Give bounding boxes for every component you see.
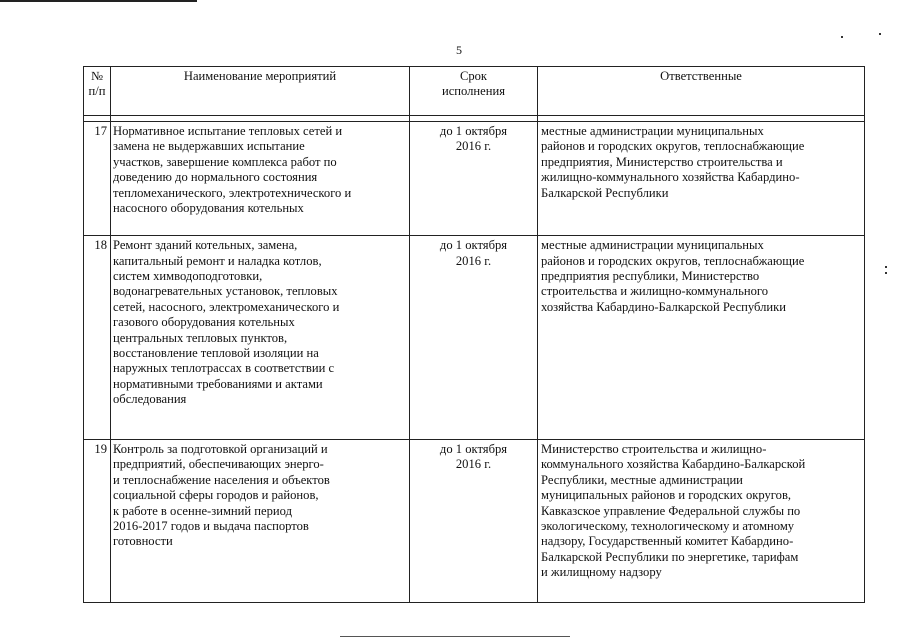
measure-name [111, 122, 410, 236]
text-line: наружных теплотрассах в соответствии с [113, 361, 335, 376]
scan-speck [885, 272, 887, 274]
deadline [410, 236, 538, 440]
responsible [538, 122, 865, 236]
text-line: Кавказское управление Федеральной службы по [541, 503, 801, 518]
header-responsible [538, 67, 865, 116]
header-number [84, 67, 111, 116]
responsible [538, 439, 865, 602]
scan-speck [885, 266, 887, 268]
text-line: социальной сферы городов и районов, [113, 488, 319, 503]
text-line: Нормативное испытание тепловых сетей и [113, 124, 343, 139]
text-line: газового оборудования котельных [113, 315, 295, 330]
text-line: насосного оборудования котельных [113, 201, 304, 216]
top-edge-rule [0, 0, 197, 2]
text-line: местные администрации муниципальных [541, 238, 764, 253]
header-measure-name [111, 67, 410, 116]
text-line: нормативными требованиями и актами [113, 376, 323, 391]
text-line: восстановление тепловой изоляции на [113, 345, 319, 360]
text-line: экологическому, технологическому и атомному [541, 518, 795, 533]
deadline [410, 439, 538, 602]
text-line: местные администрации муниципальных [541, 124, 764, 139]
text-line: центральных тепловых пунктов, [113, 330, 288, 345]
text-line: до 1 октября [439, 124, 508, 139]
measure-name [111, 439, 410, 602]
measure-name [111, 236, 410, 440]
table-header-row [84, 67, 865, 116]
text-line: 2016-2017 годов и выдача паспортов [113, 518, 309, 533]
row-number: 19 [84, 439, 111, 602]
text-line: коммунального хозяйства Кабардино-Балкарской [541, 457, 806, 472]
text-line: строительства и жилищно-коммунального [541, 284, 769, 299]
text-line: предприятия, Министерство строительства и [541, 154, 783, 169]
text-line: систем химводоподготовки, [113, 268, 263, 283]
header-deadline [410, 67, 538, 116]
text-line: 2016 г. [455, 457, 492, 472]
text-line: до 1 октября [439, 441, 508, 456]
text-line: обследования [113, 392, 187, 407]
deadline [410, 122, 538, 236]
text-line: и жилищному надзору [541, 565, 662, 580]
table-row [84, 439, 865, 602]
text-line: хозяйства Кабардино-Балкарской Республики [541, 299, 787, 314]
text-line: сетей, насосного, электромеханического и [113, 299, 340, 314]
text-line: водонагревательных установок, тепловых [113, 284, 338, 299]
text-line: и теплоснабжение населения и объектов [113, 472, 330, 487]
bottom-edge-rule [340, 636, 570, 637]
text-line: до 1 октября [439, 238, 508, 253]
text-line: предприятий, обеспечивающих энерго- [113, 457, 324, 472]
text-line: Балкарской Республики по энергетике, тарифам [541, 549, 799, 564]
text-line: Республики, местные администрации [541, 472, 743, 487]
responsible [538, 236, 865, 440]
text-line: тепломеханического, электротехнического и [113, 185, 352, 200]
text-line: к работе в осенне-зимний период [113, 503, 292, 518]
text-line: надзору, Государственный комитет Кабардино- [541, 534, 794, 549]
text-line: районов и городских округов, теплоснабжающие [541, 139, 805, 154]
text-line: предприятия республики, Министерство [541, 268, 760, 283]
row-number: 18 [84, 236, 111, 440]
text-line: капитальный ремонт и наладка котлов, [113, 253, 322, 268]
text-line: доведению до нормального состояния [113, 170, 318, 185]
text-line: жилищно-коммунального хозяйства Кабардино- [541, 170, 800, 185]
text-line: 2016 г. [455, 139, 492, 154]
measures-table [83, 66, 865, 603]
text-line: участков, завершение комплекса работ по [113, 154, 337, 169]
text-line: Министерство строительства и жилищно- [541, 441, 767, 456]
text-line: Балкарской Республики [541, 185, 669, 200]
scan-speck [879, 33, 881, 35]
header-responsible-text: Ответственные [660, 69, 742, 83]
row-number: 17 [84, 122, 111, 236]
header-measure-name-text: Наименование мероприятий [183, 69, 337, 83]
header-deadline-text: Срок исполнения [441, 69, 506, 99]
text-line: замена не выдержавших испытание [113, 139, 305, 154]
page-number: 5 [456, 43, 462, 57]
text-line: муниципальных районов и городских округов, [541, 488, 792, 503]
table-row [84, 236, 865, 440]
text-line: Контроль за подготовкой организаций и [113, 441, 328, 456]
text-line: Ремонт зданий котельных, замена, [113, 238, 298, 253]
text-line: 2016 г. [455, 253, 492, 268]
header-number-text: № п/п [88, 69, 106, 99]
text-line: готовности [113, 534, 173, 549]
table-row [84, 122, 865, 236]
text-line: районов и городских округов, теплоснабжающие [541, 253, 805, 268]
scan-speck [841, 36, 843, 38]
